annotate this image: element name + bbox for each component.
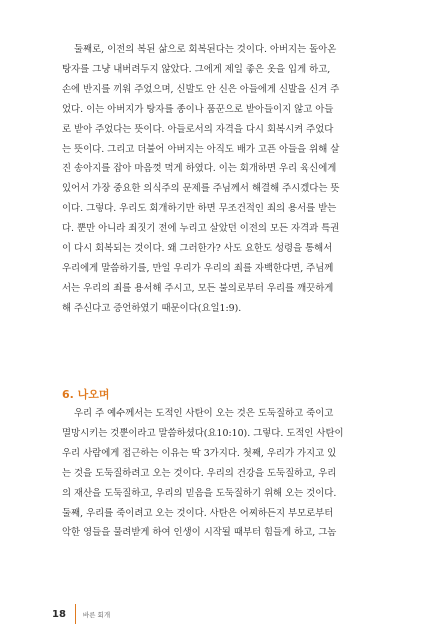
text-line: 멸망시키는 것뿐이라고 말씀하셨다(요10:10). 그렇다. 도적인 사탄이 <box>62 427 344 439</box>
text-line: 진 송아지를 잡아 마음껏 먹게 하였다. 이는 회개하면 우리 육신에게 <box>62 163 337 175</box>
text-line: 해 주신다고 증언하였기 때문이다(요일1:9). <box>62 302 242 314</box>
text-line: 우리 사람에게 접근하는 이유는 딱 3가지다. 첫째, 우리가 가지고 있 <box>62 447 337 459</box>
text-line: 우리에게 말씀하기를, 만일 우리가 우리의 죄를 자백한다면, 주님께 <box>62 262 334 274</box>
text-line: 이 다시 회복되는 것이다. 왜 그러한가? 사도 요한도 성령을 통해서 <box>62 243 333 255</box>
section-heading: 6. 나오며 <box>62 388 110 401</box>
text-line: 우리 주 예수께서는 도적인 사탄이 오는 것은 도둑질하고 죽이고 <box>74 408 334 419</box>
text-line: 둘째로, 이전의 복된 삶으로 회복된다는 것이다. 아버지는 돌아온 <box>74 44 337 55</box>
paragraph-2-text <box>62 404 376 543</box>
text-line: 있어서 가장 중요한 의식주의 문제를 주님께서 해결해 주시겠다는 뜻 <box>62 183 340 195</box>
text-line: 둘째, 우리를 죽이려고 오는 것이다. 사탄은 어찌하든지 부모로부터 <box>62 507 334 519</box>
text-line: 었다. 이는 아버지가 탕자를 종이나 품꾼으로 받아들이지 않고 아들 <box>62 103 334 115</box>
text-line: 이다. 그렇다. 우리도 회개하기만 하면 무조건적인 죄의 용서를 받는 <box>62 203 337 215</box>
text-line: 손에 반지를 끼워 주었으며, 신발도 안 신은 아들에게 신발을 신겨 주 <box>62 83 340 95</box>
text-line: 탕자를 그냥 내버려두지 않았다. 그에게 제일 좋은 옷을 입게 하고, <box>62 63 331 75</box>
text-line: 서는 우리의 죄를 용서해 주시고, 모든 불의로부터 우리를 깨끗하게 <box>62 282 334 294</box>
footer-divider <box>75 604 76 624</box>
page-number: 18 <box>52 608 66 620</box>
paragraph-2 <box>62 404 376 543</box>
text-line: 로 받아 주었다는 뜻이다. 아들로서의 자격을 다시 회복시켜 주었다 <box>62 123 334 135</box>
text-line: 악한 영들을 물려받게 하여 인생이 시작될 때부터 힘들게 하고, 그놈 <box>62 527 337 539</box>
text-line: 다. 뿐만 아니라 죄짓기 전에 누리고 살았던 이전의 모든 자격과 특권 <box>62 223 340 235</box>
paragraph-1-text <box>62 40 376 319</box>
paragraph-1 <box>62 40 376 319</box>
text-line: 의 재산을 도둑질하고, 우리의 믿음을 도둑질하기 위해 오는 것이다. <box>62 487 337 499</box>
page-footer <box>52 604 110 624</box>
text-line: 는 것을 도둑질하려고 오는 것이다. 우리의 건강을 도둑질하고, 우리 <box>62 467 337 479</box>
text-line: 는 뜻이다. 그리고 더불어 아버지는 아직도 배가 고픈 아들을 위해 살 <box>62 143 340 155</box>
running-title: 바른 회개 <box>82 610 111 619</box>
